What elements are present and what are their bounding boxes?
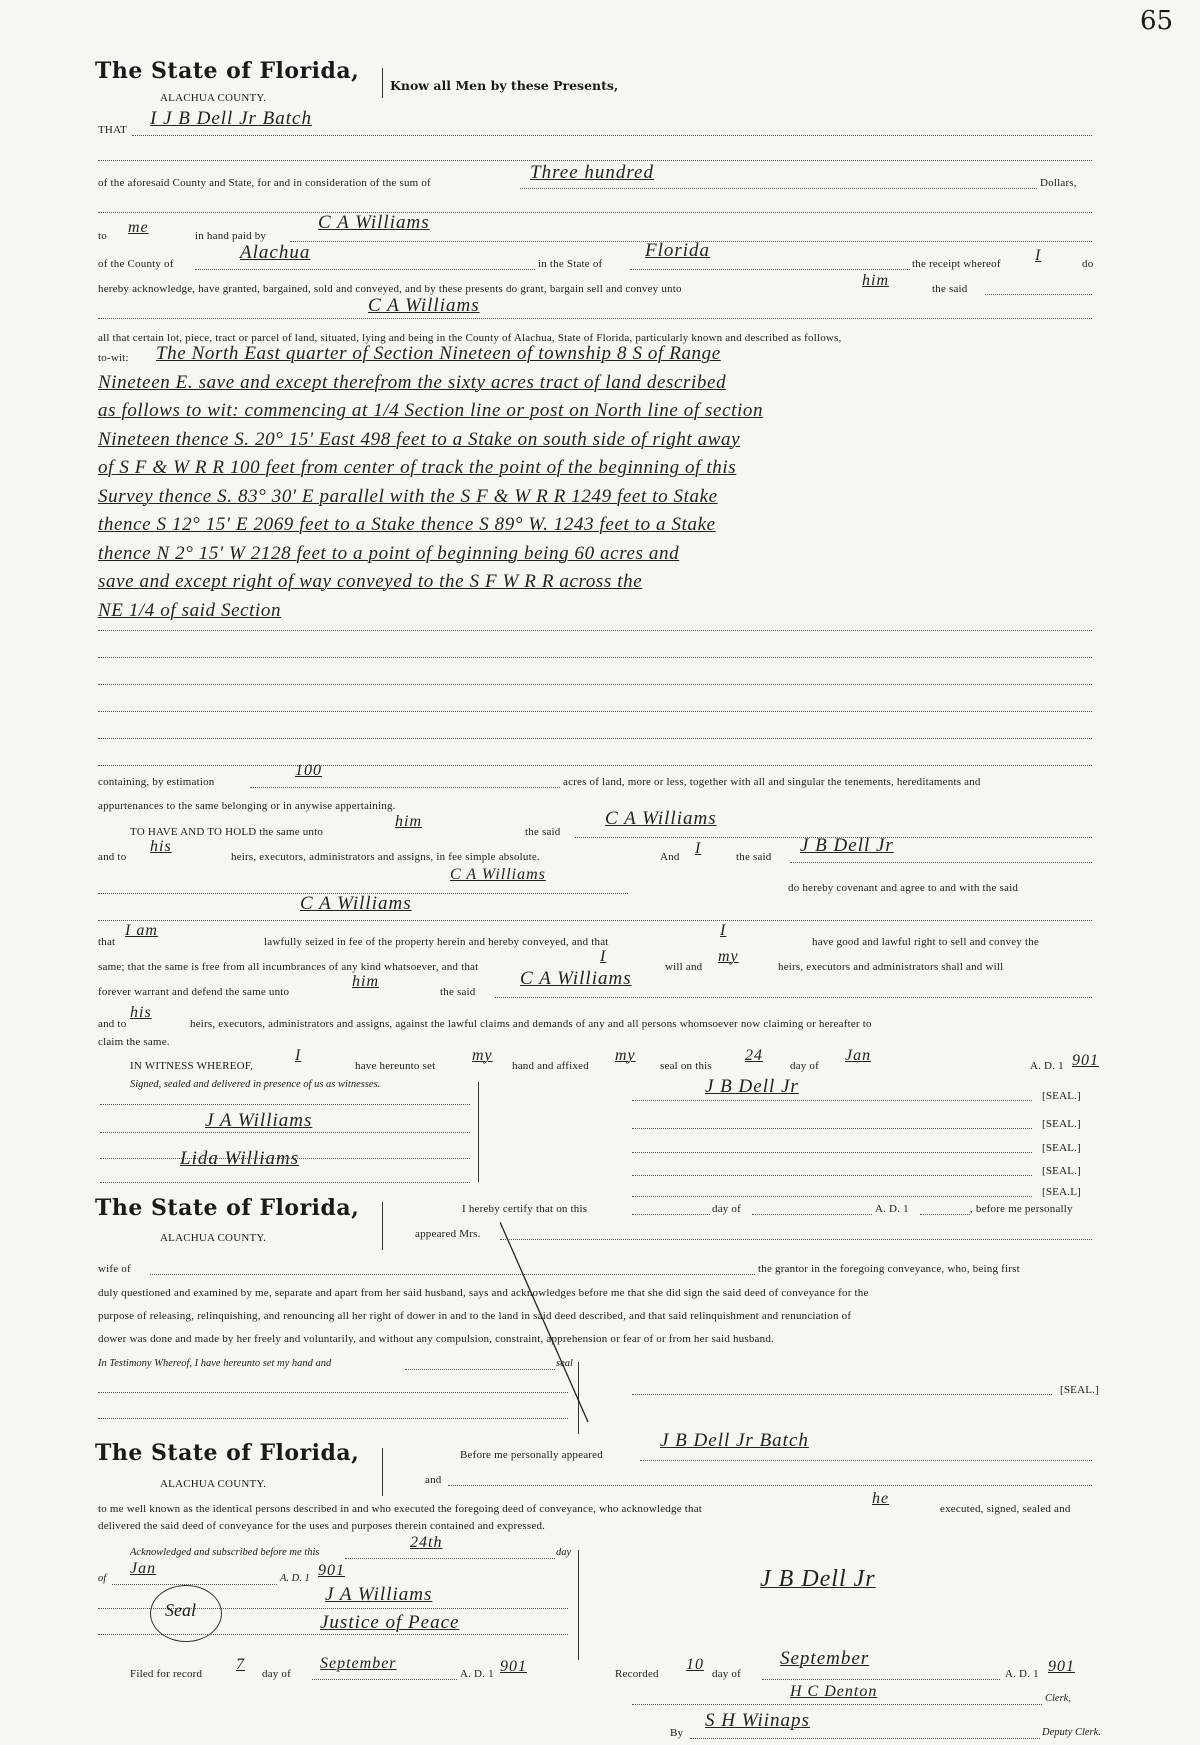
- dower-day-label: day of: [712, 1203, 741, 1215]
- seized-text: lawfully seized in fee of the property herein and hereby conveyed, and that: [264, 936, 609, 948]
- acknowledge-text: hereby acknowledge, have granted, bargained, sold and conveyed, and by these presents do grant, bargain sell and convey unto: [98, 283, 682, 295]
- filed-label: Filed for record: [130, 1668, 203, 1680]
- testimony-text: In Testimony Whereof, I have hereunto set my hand and: [98, 1358, 332, 1369]
- dower-line-blank: [98, 1392, 568, 1393]
- known-text: to me well known as the identical persons described in and who executed the foregoing deed of conveyance, who acknowledge that: [98, 1503, 703, 1515]
- description-line: NE 1/4 of said Section: [98, 599, 282, 621]
- the-said-line: [985, 294, 1092, 295]
- grantee-line: [98, 318, 1092, 319]
- county-of-line: [195, 269, 535, 270]
- filed-month-handwritten: September: [320, 1655, 397, 1672]
- ack-county: ALACHUA COUNTY.: [160, 1478, 267, 1490]
- description-line: Survey thence S. 83° 30' E parallel with the S F & W R R 1249 feet to Stake: [98, 485, 718, 507]
- that-label2: that: [98, 936, 116, 948]
- seal-label: [SEA.L]: [1042, 1186, 1081, 1198]
- to-have-who-handwritten: him: [395, 813, 422, 830]
- cancel-strike-line: [500, 1222, 590, 1427]
- blank-line: [98, 160, 1092, 161]
- description-line: thence S 12° 15' E 2069 feet to a Stake thence S 89° W. 1243 feet to a Stake: [98, 514, 716, 535]
- ack-before-text: Before me personally appeared: [460, 1449, 603, 1461]
- recorded-year-handwritten: 901: [1048, 1658, 1075, 1675]
- free-text: same; that the same is free from all incumbrances of any kind whatsoever, and that: [98, 961, 479, 973]
- have-who-handwritten: I: [720, 922, 727, 939]
- seal-label: [SEAL.]: [1042, 1118, 1081, 1130]
- witness-line: [100, 1182, 470, 1183]
- county-of-handwritten: Alachua: [240, 242, 311, 263]
- acres-line: [250, 787, 560, 788]
- have-good-text: have good and lawful right to sell and convey the: [812, 936, 1039, 948]
- notary-seal-icon: [150, 1585, 222, 1642]
- appurtenances-text: appurtenances to the same belonging or in anywise appertaining.: [98, 800, 396, 812]
- my-who-handwritten: my: [718, 948, 739, 965]
- my2-handwritten: my: [615, 1047, 636, 1064]
- dower-before-text: , before me personally: [970, 1203, 1073, 1215]
- known-who-handwritten: he: [872, 1490, 890, 1507]
- signature-line: [632, 1152, 1032, 1153]
- to-have-grantee-handwritten: C A Williams: [605, 808, 717, 829]
- grantee-handwritten: C A Williams: [368, 295, 480, 316]
- claim-text: claim the same.: [98, 1036, 170, 1048]
- signed-text: Signed, sealed and delivered in presence of us as witnesses.: [130, 1079, 381, 1090]
- state-of-line: [630, 269, 910, 270]
- paid-by-handwritten: C A Williams: [318, 212, 430, 233]
- appeared-text: appeared Mrs.: [415, 1228, 481, 1240]
- state-of-label: in the State of: [538, 258, 603, 270]
- grantee3-handwritten: C A Williams: [520, 968, 632, 989]
- day-num-handwritten: 24: [745, 1047, 763, 1064]
- dower-line-blank: [98, 1418, 568, 1419]
- filed-month-line: [312, 1679, 457, 1680]
- grantor-handwritten: I J B Dell Jr Batch: [150, 108, 312, 129]
- grantor-signature: J B Dell Jr: [705, 1076, 799, 1097]
- executed-text: executed, signed, sealed and: [940, 1503, 1071, 1515]
- forever-text: forever warrant and defend the same unto: [98, 986, 290, 998]
- dower-ad-label: A. D. 1: [875, 1203, 909, 1215]
- recorded-month-handwritten: September: [780, 1648, 870, 1669]
- page-number: 65: [1140, 6, 1174, 36]
- and-to-label: and to: [98, 851, 127, 863]
- wife-of-label: wife of: [98, 1263, 131, 1275]
- recorded-day-handwritten: 10: [686, 1656, 704, 1673]
- witness-signature: J A Williams: [205, 1110, 313, 1131]
- subscribed-line: [345, 1558, 555, 1559]
- receipt-label: the receipt whereof: [912, 258, 1001, 270]
- witness-line: [100, 1132, 470, 1133]
- seal-label: [SEAL.]: [1042, 1090, 1081, 1102]
- dower-heading: The State of Florida,: [95, 1195, 360, 1221]
- year-handwritten: 901: [1072, 1052, 1099, 1069]
- dower-year-line: [920, 1214, 970, 1215]
- description-line: Nineteen E. save and except therefrom the sixty acres tract of land described: [98, 371, 727, 393]
- covenant-text: do hereby covenant and agree to and with the said: [788, 882, 1019, 894]
- dower-signature-line: [632, 1394, 1052, 1395]
- my1-handwritten: my: [472, 1047, 493, 1064]
- recorded-month-line: [762, 1679, 1000, 1680]
- receipt-who-handwritten: I: [1035, 247, 1042, 264]
- signature-line: [632, 1100, 1032, 1101]
- seal-label: [SEAL.]: [1042, 1142, 1081, 1154]
- and-who-handwritten: I: [695, 840, 702, 857]
- grantee-line-handwritten: C A Williams: [450, 866, 546, 883]
- signature-bracket: [478, 1082, 479, 1182]
- dower-month-line: [752, 1214, 872, 1215]
- month-handwritten: Jan: [845, 1047, 872, 1064]
- description-line: as follows to wit: commencing at 1/4 Section line or post on North line of section: [98, 400, 764, 421]
- the-said-label: the said: [525, 826, 561, 838]
- blank-line: [98, 630, 1092, 631]
- am-who-handwritten: I am: [125, 922, 158, 939]
- description-line: thence N 2° 15' W 2128 feet to a point of beginning being 60 acres and: [98, 542, 680, 564]
- wife-of-line: [150, 1274, 755, 1275]
- ack-month-handwritten: Jan: [130, 1560, 157, 1577]
- grantor2-line: [790, 862, 1092, 863]
- amount-handwritten: Three hundred: [530, 162, 654, 183]
- delivered-text: delivered the said deed of conveyance for the uses and purposes therein contained and expressed.: [98, 1520, 546, 1532]
- blank-line: [98, 684, 1092, 685]
- filed-day-handwritten: 7: [236, 1656, 245, 1673]
- and-to2-who-handwritten: his: [130, 1004, 152, 1021]
- blank-line: [98, 657, 1092, 658]
- day-of-label: day of: [790, 1060, 819, 1072]
- that-label: THAT: [98, 124, 127, 136]
- and-to-who-handwritten: his: [150, 838, 172, 855]
- clerk-label: Clerk,: [1045, 1693, 1071, 1704]
- signature-line: [632, 1196, 1032, 1197]
- by-label: By: [670, 1727, 684, 1739]
- dower-seal-label: [SEAL.]: [1060, 1384, 1099, 1396]
- to-wit-label: to-wit:: [98, 352, 129, 364]
- day-word: day: [556, 1547, 572, 1558]
- hand-set-label: have hereunto set: [355, 1060, 436, 1072]
- ack-bracket: [382, 1448, 383, 1496]
- dower-day-line: [632, 1214, 710, 1215]
- filed-day-of: day of: [262, 1668, 291, 1680]
- grantee-line2-handwritten: C A Williams: [300, 893, 412, 914]
- grantee-line2: [98, 920, 1092, 921]
- justice-name-handwritten: J A Williams: [325, 1584, 433, 1605]
- containing-label: containing, by estimation: [98, 776, 215, 788]
- ack-of-label: of: [98, 1573, 107, 1584]
- recorded-day-of: day of: [712, 1668, 741, 1680]
- do-label: do: [1082, 258, 1094, 270]
- dollars-label: Dollars,: [1040, 177, 1077, 189]
- ack-appeared-line: [640, 1460, 1092, 1461]
- the-said-label: the said: [736, 851, 772, 863]
- subscribed-text: Acknowledged and subscribed before me this: [130, 1547, 320, 1558]
- and-label: And: [660, 851, 680, 863]
- acres-text: acres of land, more or less, together with all and singular the tenements, hereditaments and: [563, 776, 981, 788]
- know-all-text: Know all Men by these Presents,: [390, 78, 619, 93]
- witness-label: IN WITNESS WHEREOF,: [130, 1060, 254, 1072]
- grantor-line: [132, 135, 1092, 136]
- description-line: Nineteen thence S. 20° 15' East 498 feet to a Stake on south side of right away: [98, 428, 741, 450]
- seal-label: [SEAL.]: [1042, 1165, 1081, 1177]
- hand-affixed-label: hand and affixed: [512, 1060, 589, 1072]
- notary-seal-text: Seal: [165, 1600, 196, 1620]
- dower-line: purpose of releasing, relinquishing, and renouncing all her right of dower in and to the land in said deed described, and that said relinquishment and renunciation of: [98, 1310, 852, 1322]
- dower-county: ALACHUA COUNTY.: [160, 1232, 267, 1244]
- grantee3-line: [495, 997, 1092, 998]
- heirs-lawful-text: heirs, executors, administrators and assigns, against the lawful claims and demands of any and all persons whomsoever now claiming or hereafter to: [190, 1018, 872, 1030]
- amount-line: [520, 188, 1037, 189]
- deed-county: ALACHUA COUNTY.: [160, 92, 267, 104]
- recorded-label: Recorded: [615, 1668, 659, 1680]
- unto-who-handwritten: him: [862, 272, 889, 289]
- land-description: [98, 340, 1098, 625]
- subscribed-day-handwritten: 24th: [410, 1534, 443, 1551]
- ack-sig-bracket: [578, 1550, 579, 1660]
- heirs-text: heirs, executors, administrators and assigns, in fee simple absolute.: [231, 851, 540, 863]
- deputy-signature: S H Wiinaps: [705, 1710, 810, 1731]
- deputy-line: [690, 1738, 1040, 1739]
- clerk-signature: H C Denton: [790, 1683, 878, 1700]
- witness-signature: Lida Williams: [180, 1148, 300, 1169]
- forever-who-handwritten: him: [352, 973, 379, 990]
- all-that-text: all that certain lot, piece, tract or parcel of land, situated, lying and being in the County of Alachua, State of Florida, particularly known and described as follows,: [98, 332, 842, 344]
- county-of-label: of the County of: [98, 258, 174, 270]
- will-label: will and: [665, 961, 703, 973]
- the-said-label: the said: [440, 986, 476, 998]
- seal-on-label: seal on this: [660, 1060, 712, 1072]
- ack-year-handwritten: 901: [318, 1562, 345, 1579]
- deed-bracket: [382, 68, 383, 98]
- acres-handwritten: 100: [295, 762, 322, 779]
- the-said-label: the said: [932, 283, 968, 295]
- blank-line: [98, 212, 1092, 213]
- blank-line: [98, 765, 1092, 766]
- signature-line: [632, 1175, 1032, 1176]
- heirs-exec-text: heirs, executors and administrators shall and will: [778, 961, 1004, 973]
- to-label: to: [98, 230, 107, 242]
- paid-by-label: in hand paid by: [195, 230, 267, 242]
- and-to2-label: and to: [98, 1018, 127, 1030]
- grantor2-handwritten: J B Dell Jr: [800, 835, 894, 856]
- description-line: of S F & W R R 100 feet from center of track the point of the beginning of this: [98, 457, 737, 478]
- to-whom-handwritten: me: [128, 219, 149, 236]
- justice-title-handwritten: Justice of Peace: [320, 1612, 460, 1633]
- ack-heading: The State of Florida,: [95, 1440, 360, 1466]
- dower-line: dower was done and made by her freely and voluntarily, and without any compulsion, constraint, apprehension or fear of or from her said husband.: [98, 1333, 774, 1345]
- ack-and-line: [448, 1485, 1092, 1486]
- consideration-text: of the aforesaid County and State, for and in consideration of the sum of: [98, 177, 431, 189]
- signature-line: [632, 1128, 1032, 1129]
- filed-year-handwritten: 901: [500, 1658, 527, 1675]
- to-have-label: TO HAVE AND TO HOLD the same unto: [130, 826, 324, 838]
- description-line: The North East quarter of Section Nineteen of township 8 S of Range: [156, 343, 721, 364]
- description-line: save and except right of way conveyed to the S F W R R across the: [98, 571, 643, 592]
- blank-line: [98, 738, 1092, 739]
- ack-and-label: and: [425, 1474, 442, 1486]
- blank-line: [98, 711, 1092, 712]
- certify-text: I hereby certify that on this: [462, 1203, 588, 1215]
- recorded-ad-label: A. D. 1: [1005, 1668, 1039, 1680]
- dower-seal-word: seal: [556, 1358, 573, 1369]
- grantor-text: the grantor in the foregoing conveyance, who, being first: [758, 1263, 1020, 1275]
- ack-ad-label: A. D. 1: [280, 1573, 310, 1584]
- year-label: A. D. 1: [1030, 1060, 1064, 1072]
- ack-grantor-signature: J B Dell Jr: [760, 1566, 876, 1592]
- filed-ad-label: A. D. 1: [460, 1668, 494, 1680]
- dower-line: duly questioned and examined by me, separate and apart from her said husband, says and acknowledges before me that she did sign the said deed of conveyance for the: [98, 1287, 869, 1299]
- state-of-handwritten: Florida: [645, 240, 711, 261]
- dower-bracket: [382, 1202, 383, 1250]
- witness-who-handwritten: I: [295, 1047, 302, 1064]
- ack-appeared-handwritten: J B Dell Jr Batch: [660, 1430, 809, 1451]
- witness-line: [100, 1104, 470, 1105]
- deputy-label: Deputy Clerk.: [1042, 1727, 1101, 1738]
- deed-heading: The State of Florida,: [95, 58, 360, 84]
- clerk-line: [632, 1704, 1042, 1705]
- will-who-handwritten: I: [600, 948, 607, 965]
